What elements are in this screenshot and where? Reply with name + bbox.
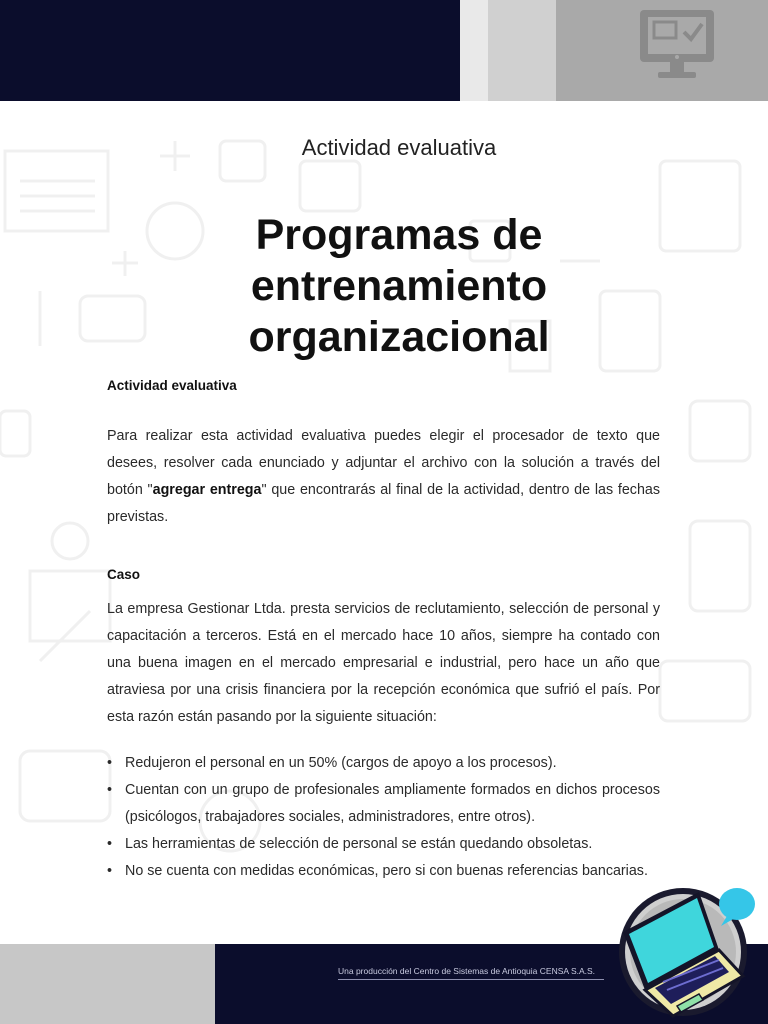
list-item-text: No se cuenta con medidas económicas, pero si con buenas referencias bancarias. — [125, 863, 648, 879]
agregar-entrega-reference: agregar entrega — [152, 482, 262, 498]
case-heading: Caso — [107, 567, 141, 582]
monitor-check-icon — [636, 6, 718, 82]
list-item — [107, 750, 660, 777]
laptop-chat-icon — [615, 880, 765, 1020]
list-item-text: Cuentan con un grupo de profesionales ampliamente formados en dichos procesos (psicólogos, trabajadores sociales, administradores, entre otros). — [125, 782, 660, 825]
list-item — [107, 831, 660, 858]
intro-text-after: " que encontrarás al final de la actividad, dentro de las fechas previstas. — [107, 482, 660, 525]
document-body — [107, 372, 660, 885]
header-stripe — [460, 0, 488, 101]
intro-heading: Actividad evaluativa — [107, 378, 237, 393]
bullet-icon: • — [107, 836, 113, 852]
page-title: Programas de entrenamiento organizacional — [248, 211, 550, 361]
bullet-icon: • — [107, 755, 113, 771]
header-stripe — [488, 0, 556, 101]
footer-credit: Una producción del Centro de Sistemas de Antioquia CENSA S.A.S. — [338, 966, 604, 980]
bullet-icon: • — [107, 863, 113, 879]
list-item-text: Redujeron el personal en un 50% (cargos de apoyo a los procesos). — [125, 755, 557, 771]
intro-text-before: Para realizar esta actividad evaluativa puedes elegir el procesador de texto que desees, resolver cada enunciado y adjuntar el archivo con la solución a través del botón " — [107, 428, 660, 498]
page-subtitle: Actividad evaluativa — [301, 135, 497, 160]
bullet-icon: • — [107, 782, 113, 798]
case-paragraph: La empresa Gestionar Ltda. presta servicios de reclutamiento, selección de personal y capacitación a terceros. Está en el mercado hace 10 años, siempre ha contado con una buena imagen en el mercado empresarial e industrial, pero hace un año que atraviesa por una crisis financiera por la recepción económica que sufrió el país. Por esta razón están pasando por la siguiente situación: — [107, 601, 660, 725]
list-item — [107, 858, 660, 885]
intro-paragraph — [107, 423, 660, 531]
list-item — [107, 777, 660, 831]
footer-stripe — [0, 944, 215, 1024]
situation-list — [107, 750, 660, 885]
list-item-text: Las herramientas de selección de personal se están quedando obsoletas. — [125, 836, 593, 852]
